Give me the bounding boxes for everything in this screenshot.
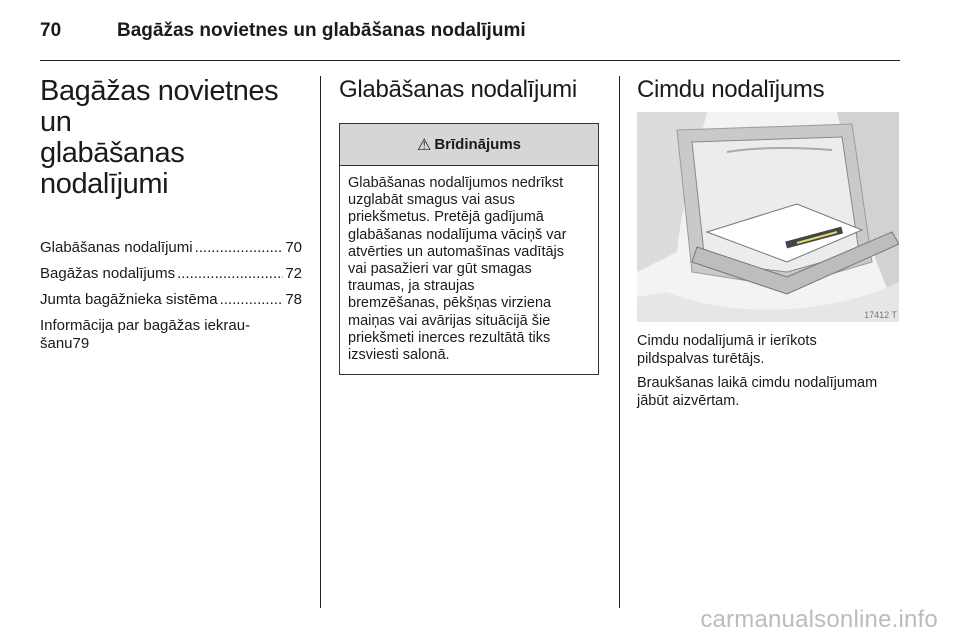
paragraph-line: Cimdu nodalījumā ir ierīkots xyxy=(637,333,817,349)
warning-line: maiņas vai avārijas situācijā šie xyxy=(348,312,551,329)
toc-item-page: 79 xyxy=(72,335,90,352)
page-number: 70 xyxy=(40,20,62,41)
warning-line: priekšmetus. Pretējā gadījumā xyxy=(348,209,544,226)
toc-item-title: Bagāžas nodalījums xyxy=(40,265,176,282)
warning-line: izsviesti salonā. xyxy=(348,347,450,364)
toc-item[interactable] xyxy=(40,317,302,353)
toc-item[interactable] xyxy=(40,265,302,283)
toc-item-page: 78 xyxy=(285,291,302,308)
warning-line: priekšmeti inerces rezultātā tiks xyxy=(348,329,551,346)
storage-section-column xyxy=(339,76,601,375)
toc-item[interactable] xyxy=(40,291,302,309)
paragraph-line: Braukšanas laikā cimdu nodalījumam xyxy=(637,375,878,391)
chapter-title xyxy=(40,76,302,200)
warning-line: atvērties un automašīnas vadītājs xyxy=(348,243,565,260)
section-heading: Cimdu nodalījums xyxy=(637,76,825,103)
column-divider-1 xyxy=(320,76,321,608)
warning-line: bremzēšanas, pēkšņas virziena xyxy=(348,295,552,312)
glovebox-text xyxy=(637,333,899,417)
glovebox-illustration xyxy=(637,112,899,322)
toc-item-page: 72 xyxy=(285,265,302,282)
toc-leader xyxy=(195,239,284,257)
warning-line: glabāšanas nodalījuma vāciņš var xyxy=(348,226,567,243)
chapter-contents-column xyxy=(40,76,302,353)
warning-header xyxy=(340,124,598,166)
paragraph-line: pildspalvas turētājs. xyxy=(637,350,765,367)
toc-item-title-line2: šanu xyxy=(40,335,73,352)
toc-item-page: 70 xyxy=(285,239,302,256)
header-title: Bagāžas novietnes un glabāšanas nodalījumi xyxy=(117,20,526,41)
warning-line: traumas, ja straujas xyxy=(348,278,475,295)
glovebox-photo xyxy=(637,112,899,322)
chapter-title-line1: Bagāžas novietnes un xyxy=(40,75,279,138)
paragraph-line: jābūt aizvērtam. xyxy=(637,392,740,409)
warning-line: Glabāšanas nodalījumos nedrīkst xyxy=(348,175,564,191)
toc-leader xyxy=(220,291,284,309)
table-of-contents xyxy=(40,239,302,353)
warning-line: vai pasažieri var gūt smagas xyxy=(348,261,532,278)
warning-line: uzglabāt smagus vai asus xyxy=(348,192,515,209)
section-heading: Glabāšanas nodalījumi xyxy=(339,76,577,103)
chapter-title-line2: glabāšanas nodalījumi xyxy=(40,137,185,200)
glovebox-section-column xyxy=(637,76,899,409)
toc-item[interactable] xyxy=(40,239,302,257)
warning-title: Brīdinājums xyxy=(434,136,522,153)
warning-box xyxy=(339,123,599,375)
paragraph xyxy=(637,333,899,368)
toc-leader xyxy=(177,265,283,283)
photo-label: 17412 T xyxy=(864,310,897,320)
warning-triangle-icon: ⚠ xyxy=(416,136,432,154)
page-header xyxy=(40,20,900,48)
watermark: carmanualsonline.info xyxy=(700,606,938,633)
warning-text xyxy=(340,166,598,374)
toc-item-title: Jumta bagāžnieka sistēma xyxy=(40,291,218,308)
paragraph xyxy=(637,375,899,410)
header-rule xyxy=(40,60,900,61)
toc-item-title-line1: Informācija par bagāžas iekrau- xyxy=(40,317,251,334)
toc-item-title: Glabāšanas nodalījumi xyxy=(40,239,193,256)
column-divider-2 xyxy=(619,76,620,608)
